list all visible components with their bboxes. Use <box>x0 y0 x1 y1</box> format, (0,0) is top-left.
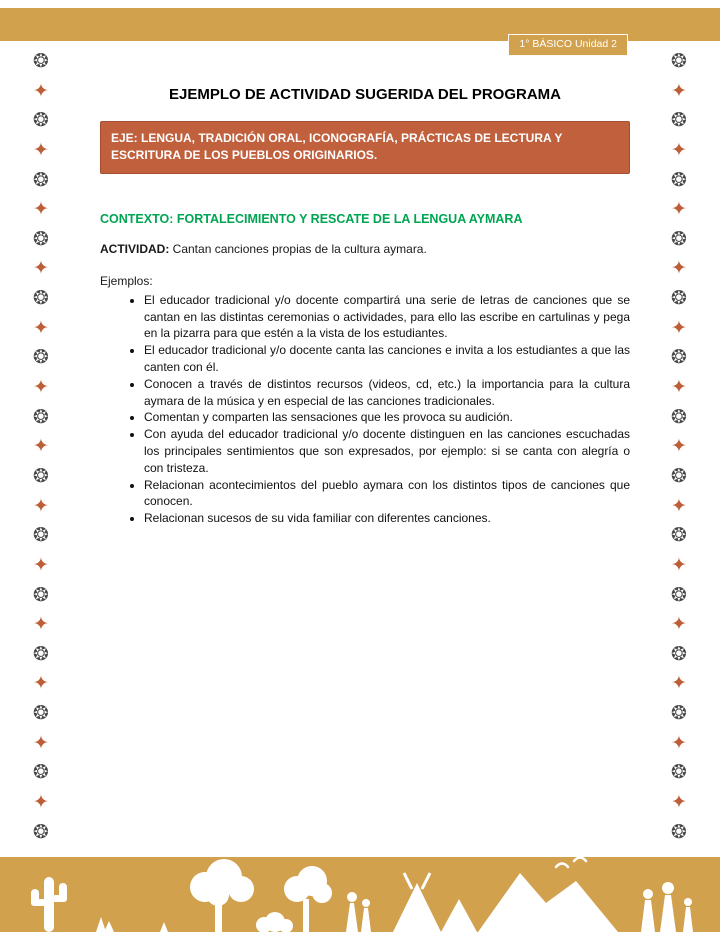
ornament-motif-icon: ✦ <box>33 494 49 517</box>
ornament-motif-icon: ✦ <box>671 791 687 814</box>
content-area <box>100 86 630 527</box>
bullet-item: • Conocen a través de distintos recursos (videos, cd, etc.) la importancia para la cultura aymara de la música y en especial de las canciones tradicionales. <box>144 376 630 410</box>
ornament-motif-icon: ✦ <box>671 198 687 221</box>
ornament-motif-icon: ❂ <box>33 820 49 843</box>
ornament-motif-icon: ✦ <box>671 435 687 458</box>
bullet-item: • Con ayuda del educador tradicional y/o docente distinguen en las canciones escuchadas los principales sentimientos que son expresados, por ejemplo: si se canta con alegría o con tristeza. <box>144 426 630 476</box>
ornament-motif-icon: ❂ <box>671 50 687 72</box>
bullet-item: • Relacionan acontecimientos del pueblo aymara con los distintos tipos de canciones que conocen. <box>144 477 630 511</box>
ornament-motif-icon: ❂ <box>33 168 49 191</box>
landscape-illustration <box>0 837 720 932</box>
ornament-motif-icon: ✦ <box>33 791 49 814</box>
ornament-motif-icon: ❂ <box>33 761 49 784</box>
ejemplos-label: Ejemplos: <box>100 273 153 288</box>
ornament-motif-icon: ❂ <box>671 346 687 369</box>
ornament-motif-icon: ❂ <box>671 464 687 487</box>
contexto-heading: CONTEXTO: FORTALECIMIENTO Y RESCATE DE LA LENGUA AYMARA <box>100 211 523 226</box>
ornament-motif-icon: ❂ <box>33 405 49 428</box>
actividad-label: ACTIVIDAD: <box>100 241 170 256</box>
ornament-motif-icon: ✦ <box>33 435 49 458</box>
ornament-motif-icon: ✦ <box>33 257 49 280</box>
ornament-motif-icon: ❂ <box>33 464 49 487</box>
ornament-motif-icon: ❂ <box>671 168 687 191</box>
eje-box <box>100 121 630 174</box>
ornament-motif-icon: ✦ <box>671 257 687 280</box>
ornament-motif-icon: ✦ <box>33 553 49 576</box>
ornament-motif-icon: ❂ <box>33 642 49 665</box>
left-ornament-border <box>26 52 56 842</box>
ornament-motif-icon: ❂ <box>33 227 49 250</box>
ornament-motif-icon: ❂ <box>33 109 49 132</box>
ornament-motif-icon: ❂ <box>671 405 687 428</box>
ornament-motif-icon: ✦ <box>33 198 49 221</box>
ornament-motif-icon: ✦ <box>671 494 687 517</box>
bullet-item: • Relacionan sucesos de su vida familiar con diferentes canciones. <box>144 510 630 527</box>
ornament-motif-icon: ❂ <box>671 524 687 547</box>
ornament-motif-icon: ❂ <box>33 287 49 310</box>
ornament-motif-icon: ✦ <box>33 731 49 754</box>
bottom-landscape <box>0 837 720 932</box>
ornament-motif-icon: ❂ <box>671 227 687 250</box>
bullet-item: • Comentan y comparten las sensaciones que les provoca su audición. <box>144 409 630 426</box>
ornament-motif-icon: ✦ <box>671 79 687 102</box>
ornament-motif-icon: ❂ <box>33 50 49 72</box>
ornament-motif-icon: ❂ <box>671 109 687 132</box>
ornament-motif-icon: ✦ <box>33 79 49 102</box>
ornament-motif-icon: ❂ <box>671 761 687 784</box>
ornament-motif-icon: ✦ <box>33 376 49 399</box>
ornament-motif-icon: ✦ <box>33 138 49 161</box>
ornament-motif-icon: ✦ <box>671 316 687 339</box>
ornament-motif-icon: ✦ <box>33 672 49 695</box>
ornament-motif-icon: ❂ <box>33 524 49 547</box>
ornament-motif-icon: ❂ <box>671 702 687 725</box>
ornament-motif-icon: ✦ <box>671 731 687 754</box>
ornament-motif-icon: ❂ <box>33 583 49 606</box>
ornament-motif-icon: ✦ <box>671 613 687 636</box>
bullet-item: • El educador tradicional y/o docente compartirá una serie de letras de canciones que se cantan en las distintas ceremonias o actividades, para ello las escribe en cartulinas y pega en la pizarra para que estén a la vista de los estudiantes. <box>144 292 630 342</box>
ornament-motif-icon: ✦ <box>33 613 49 636</box>
ornament-motif-icon: ✦ <box>671 553 687 576</box>
ornament-motif-icon: ✦ <box>671 672 687 695</box>
actividad-text: Cantan canciones propias de la cultura aymara. <box>172 241 427 256</box>
actividad-line <box>100 242 630 256</box>
ejemplos-list <box>100 292 630 527</box>
ornament-motif-icon: ✦ <box>33 316 49 339</box>
eje-text: EJE: LENGUA, TRADICIÓN ORAL, ICONOGRAFÍA, PRÁCTICAS DE LECTURA Y ESCRITURA DE LOS PUEBLOS ORIGINARIOS. <box>111 131 563 163</box>
unit-badge: 1° BÁSICO Unidad 2 <box>508 34 628 56</box>
right-ornament-border <box>664 52 694 842</box>
ornament-motif-icon: ✦ <box>671 138 687 161</box>
ornament-motif-icon: ❂ <box>33 702 49 725</box>
ornament-motif-icon: ❂ <box>671 583 687 606</box>
ornament-motif-icon: ✦ <box>671 376 687 399</box>
bullet-item: • El educador tradicional y/o docente canta las canciones e invita a los estudiantes a que las canten con él. <box>144 342 630 376</box>
ornament-motif-icon: ❂ <box>33 346 49 369</box>
ornament-motif-icon: ❂ <box>671 287 687 310</box>
page-title: EJEMPLO DE ACTIVIDAD SUGERIDA DEL PROGRAMA <box>169 86 561 103</box>
ornament-motif-icon: ❂ <box>671 642 687 665</box>
ornament-motif-icon: ❂ <box>671 820 687 843</box>
